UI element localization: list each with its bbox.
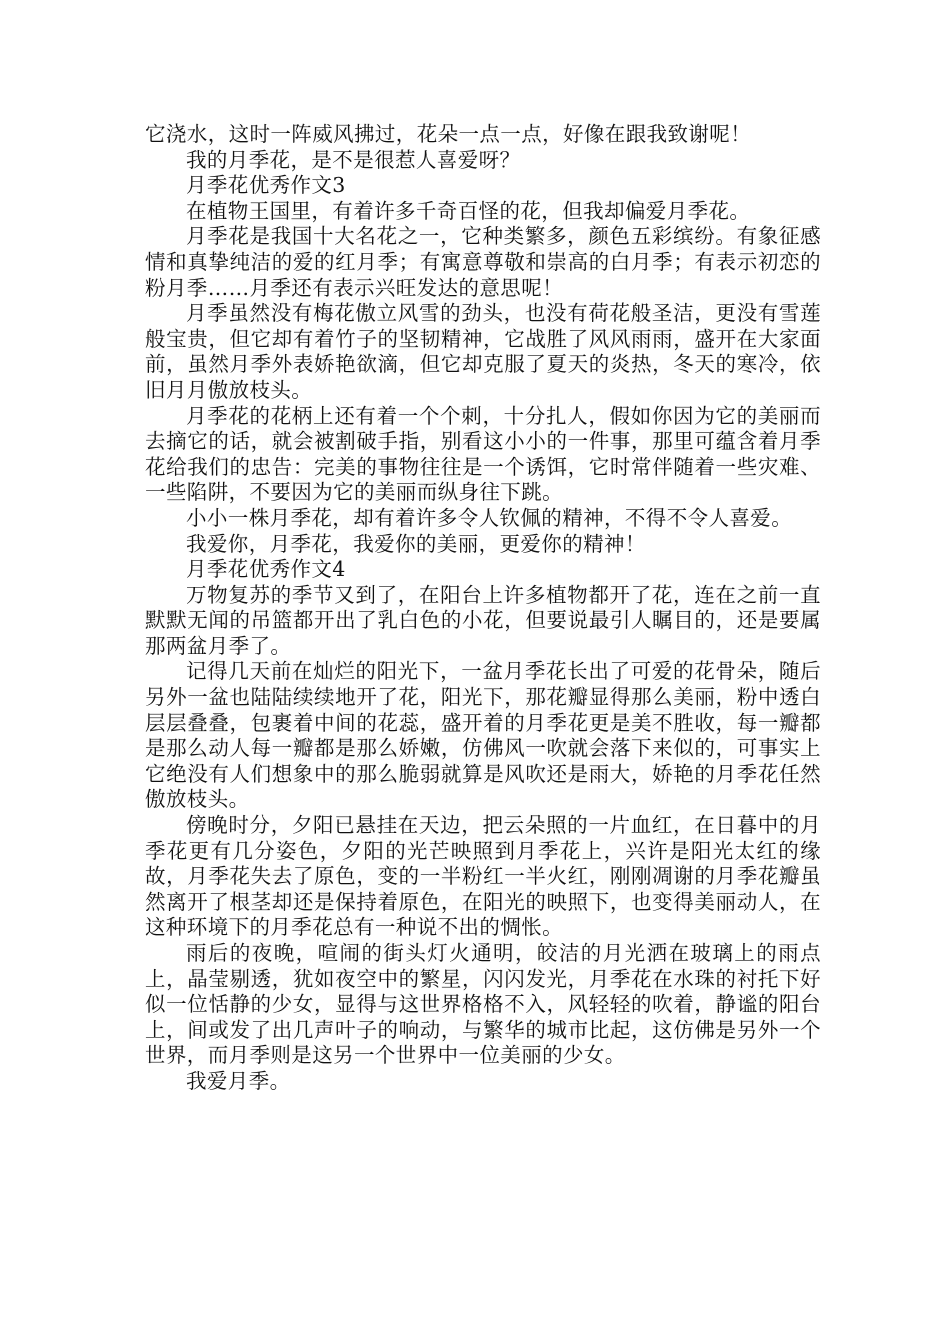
paragraph: 我爱你，月季花，我爱你的美丽，更爱你的精神！ (186, 531, 646, 556)
paragraph: 万物复苏的季节又到了，在阳台上许多植物都开了花，连在之前一直默默无闻的吊篮都开出了乳白色的小花，但要说最引人瞩目的，还是要属那两盆月季了。 (145, 582, 821, 658)
paragraph: 月季虽然没有梅花傲立风雪的劲头，也没有荷花般圣洁，更没有雪莲般宝贵，但它却有着竹子的坚韧精神，它战胜了风风雨雨，盛开在大家面前，虽然月季外表娇艳欲滴，但它却克服了夏天的炎热，冬天的寒冷，依旧月月傲放枝头。 (145, 301, 821, 402)
paragraph-continuation: 它浇水，这时一阵威风拂过，花朵一点一点，好像在跟我致谢呢！ (145, 122, 752, 146)
paragraph: 小小一株月季花，却有着许多令人钦佩的精神，不得不令人喜爱。 (186, 505, 793, 530)
paragraph: 在植物王国里，有着许多千奇百怪的花，但我却偏爱月季花。 (186, 198, 751, 223)
paragraph: 月季花是我国十大名花之一，它种类繁多，颜色五彩缤纷。有象征感情和真挚纯洁的爱的红月季；有寓意尊敬和崇高的白月季；有表示初恋的粉月季……月季还有表示兴旺发达的意思呢！ (145, 224, 821, 300)
paragraph: 月季花的花柄上还有着一个个刺，十分扎人，假如你因为它的美丽而去摘它的话，就会被割破手指，别看这小小的一件事，那里可蕴含着月季花给我们的忠告：完美的事物往往是一个诱饵，它时常伴随着一些灾难、一些陷阱，不要因为它的美丽而纵身往下跳。 (145, 403, 821, 505)
paragraph: 雨后的夜晚，喧闹的街头灯火通明，皎洁的月光洒在玻璃上的雨点上，晶莹剔透，犹如夜空中的繁星，闪闪发光，月季花在水珠的衬托下好似一位恬静的少女，显得与这世界格格不入，风轻轻的吹着，静谧的阳台上，间或发了出几声叶子的响动，与繁华的城市比起，这仿佛是另外一个世界，而月季则是这另一个世界中一位美丽的少女。 (145, 941, 821, 1068)
paragraph: 傍晚时分，夕阳已悬挂在天边，把云朵照的一片血红，在日暮中的月季花更有几分姿色，夕阳的光芒映照到月季花上，兴许是阳光太红的缘故，月季花失去了原色，变的一半粉红一半火红，刚刚凋谢的月季花瓣虽然离开了根茎却还是保持着原色，在阳光的映照下，也变得美丽动人，在这种环境下的月季花总有一种说不出的惆怅。 (145, 813, 821, 940)
paragraph: 我爱月季。 (186, 1068, 291, 1093)
paragraph: 我的月季花，是不是很惹人喜爱呀？ (186, 147, 521, 172)
document-body (145, 122, 821, 1095)
essay-heading-3: 月季花优秀作文3 (186, 173, 346, 198)
essay-heading-4: 月季花优秀作文4 (186, 557, 346, 582)
paragraph: 记得几天前在灿烂的阳光下，一盆月季花长出了可爱的花骨朵，随后另外一盆也陆陆续续地开了花，阳光下，那花瓣显得那么美丽，粉中透白层层叠叠，包裹着中间的花蕊，盛开着的月季花更是美不胜收，每一瓣都是那么动人每一瓣都是那么娇嫩，仿佛风一吹就会落下来似的，可事实上它绝没有人们想象中的那么脆弱就算是风吹还是雨大，娇艳的月季花任然傲放枝头。 (145, 659, 821, 812)
